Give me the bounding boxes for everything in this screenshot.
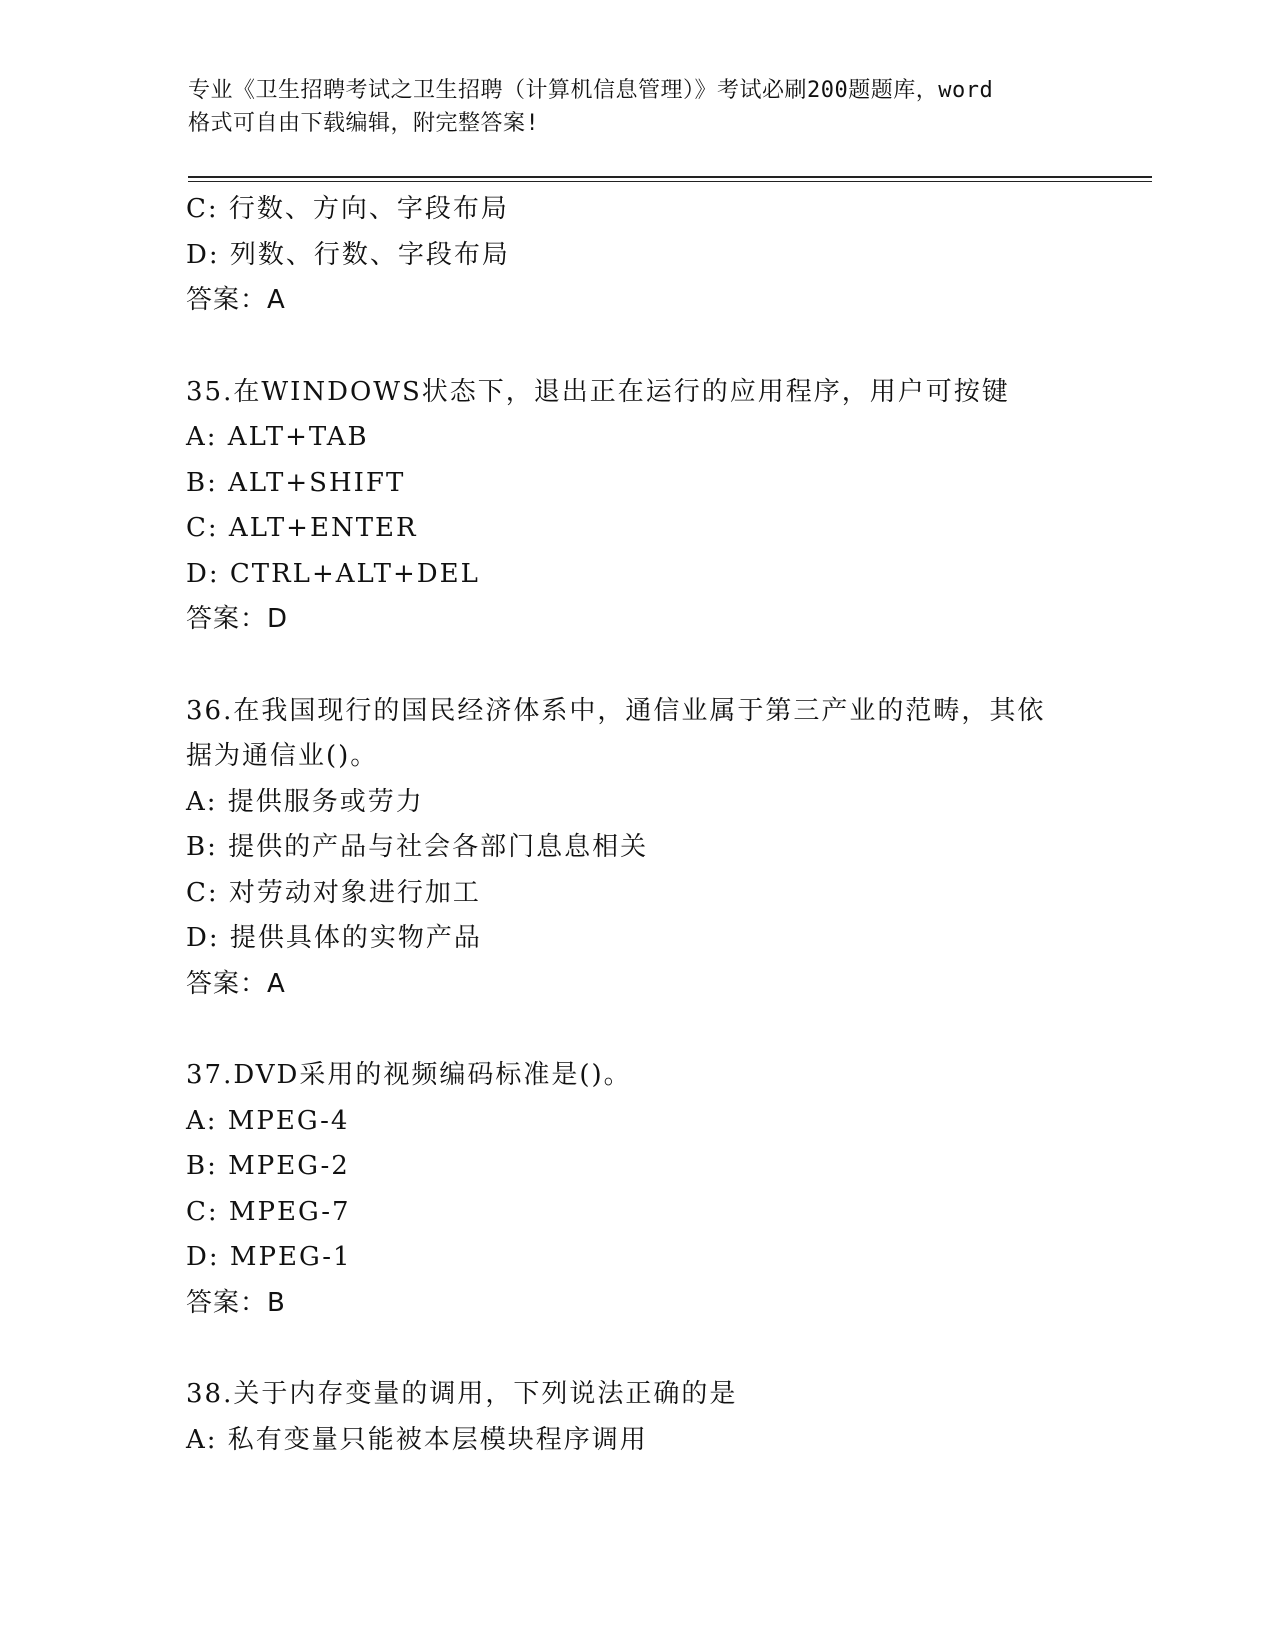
option-a: A: 提供服务或劳力	[186, 786, 424, 817]
option-b: B: ALT+SHIFT	[186, 467, 406, 498]
option-c: C: 对劳动对象进行加工	[186, 877, 481, 908]
document-header	[188, 74, 1088, 140]
option-c: C: 行数、方向、字段布局	[186, 194, 509, 224]
answer-line: 答案：D	[186, 604, 289, 634]
question-stem: 35.在WINDOWS状态下，退出正在运行的应用程序，用户可按键	[186, 376, 1010, 407]
question-stem-line-2: 据为通信业()。	[186, 741, 379, 771]
question-stem-line-1: 36.在我国现行的国民经济体系中，通信业属于第三产业的范畴，其依	[186, 695, 1046, 726]
question-list	[186, 187, 1146, 1463]
option-a: A: 私有变量只能被本层模块程序调用	[186, 1424, 648, 1455]
question-stem: 37.DVD采用的视频编码标准是()。	[186, 1060, 632, 1090]
option-d: D: 提供具体的实物产品	[186, 923, 482, 953]
answer-line: 答案：A	[186, 968, 286, 999]
option-d: D: CTRL+ALT+DEL	[186, 558, 480, 589]
option-d: D: MPEG-1	[186, 1242, 352, 1272]
question-36	[186, 689, 1146, 1008]
header-rule-thin	[188, 181, 1152, 182]
header-line-2: 格式可自由下载编辑，附完整答案!	[188, 111, 540, 136]
option-c: C: MPEG-7	[186, 1196, 351, 1227]
answer-line: 答案：B	[186, 1287, 286, 1318]
question-35	[186, 370, 1146, 643]
option-b: B: MPEG-2	[186, 1151, 350, 1181]
header-rule-thick	[188, 176, 1152, 178]
question-37	[186, 1053, 1146, 1326]
question-34-continued	[186, 187, 1146, 324]
option-d: D: 列数、行数、字段布局	[186, 239, 510, 270]
question-38	[186, 1372, 1146, 1463]
option-a: A: MPEG-4	[186, 1105, 350, 1136]
answer-line: 答案：A	[186, 285, 286, 315]
question-stem: 38.关于内存变量的调用，下列说法正确的是	[186, 1379, 738, 1409]
option-c: C: ALT+ENTER	[186, 513, 418, 543]
header-line-1: 专业《卫生招聘考试之卫生招聘（计算机信息管理）》考试必刷200题题库，word	[188, 78, 994, 103]
option-a: A: ALT+TAB	[186, 422, 369, 452]
option-b: B: 提供的产品与社会各部门息息相关	[186, 832, 649, 862]
